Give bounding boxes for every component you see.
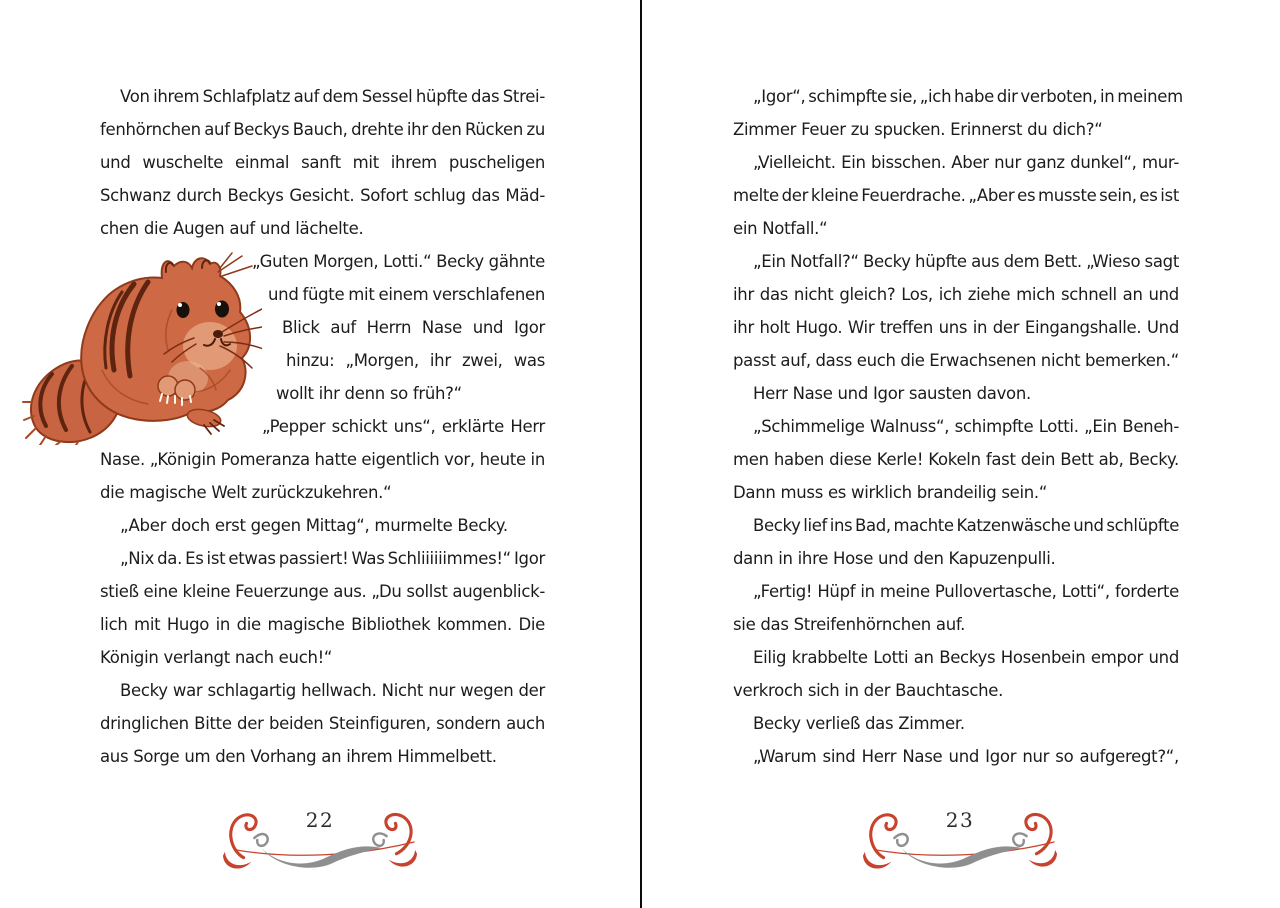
text-line-content: „Ein Notfall?“ Becky hüpfte aus dem Bett. „Wieso sagt: [753, 252, 1179, 271]
text-line-content: dann in ihre Hose und den Kapuzenpulli.: [733, 549, 1056, 568]
text-line: [100, 575, 545, 608]
text-line-content: Eilig krabbelte Lotti an Beckys Hosenbein empor und: [753, 648, 1179, 667]
text-line: [100, 707, 545, 740]
text-line-content: fenhörnchen auf Beckys Bauch, drehte ihr den Rücken zu: [100, 120, 545, 139]
page-right-text: [733, 80, 1183, 773]
text-line-content: „Fertig! Hüpf in meine Pullovertasche, Lotti“, forderte: [753, 582, 1179, 601]
text-line: [753, 377, 1179, 410]
text-line-content: Von ihrem Schlafplatz auf dem Sessel hüpfte das Strei-: [120, 87, 545, 106]
page-number-left: 22: [305, 808, 335, 832]
text-line: [120, 509, 545, 542]
text-line-content: lich mit Hugo in die magische Bibliothek kommen. Die: [100, 615, 545, 634]
text-line: [753, 509, 1179, 542]
page-ornament-right: [862, 806, 1058, 876]
text-line-content: men haben diese Kerle! Kokeln fast dein Bett ab, Becky.: [733, 450, 1179, 469]
text-line: [120, 674, 545, 707]
text-line: [282, 311, 545, 344]
text-line-content: „Pepper schickt uns“, erklärte Herr: [262, 417, 545, 436]
text-line: [753, 80, 1183, 113]
text-line-content: dringlichen Bitte der beiden Steinfiguren, sondern auch: [100, 714, 545, 733]
text-line-content: Blick auf Herrn Nase und Igor: [282, 318, 545, 337]
text-line-content: „Guten Morgen, Lotti.“ Becky gähnte: [252, 252, 545, 271]
text-line: [100, 740, 545, 773]
text-line: [733, 278, 1179, 311]
text-line: [753, 575, 1179, 608]
text-line-content: melte der kleine Feuerdrache. „Aber es musste sein, es ist: [733, 186, 1179, 205]
text-line-content: hinzu: „Morgen, ihr zwei, was: [286, 351, 545, 370]
text-line-content: „Vielleicht. Ein bisschen. Aber nur ganz dunkel“, mur-: [753, 153, 1179, 172]
page-left-text: [100, 80, 545, 773]
text-line: [753, 410, 1179, 443]
page-number-right: 23: [945, 808, 975, 832]
text-line-content: ihr holt Hugo. Wir treffen uns in der Eingangshalle. Und: [733, 318, 1179, 337]
text-line: [100, 113, 545, 146]
text-line: [753, 245, 1179, 278]
text-line-content: und wuschelte einmal sanft mit ihrem puscheligen: [100, 153, 545, 172]
text-line-content: Königin verlangt nach euch!“: [100, 648, 333, 667]
text-line-content: „Igor“, schimpfte sie, „ich habe dir verboten, in meinem: [753, 87, 1183, 106]
text-line: [100, 179, 545, 212]
text-line: [733, 476, 1179, 509]
text-line: [733, 113, 1179, 146]
text-line: [733, 542, 1179, 575]
text-line-content: Becky verließ das Zimmer.: [753, 714, 965, 733]
text-line: [753, 740, 1179, 773]
text-line: [100, 641, 545, 674]
text-line: [753, 146, 1179, 179]
text-line-content: wollt ihr denn so früh?“: [276, 384, 462, 403]
text-line: [286, 344, 545, 377]
text-line-content: Nase. „Königin Pomeranza hatte eigentlich vor, heute in: [100, 450, 545, 469]
text-line: [100, 476, 545, 509]
text-line-content: und fügte mit einem verschlafenen: [268, 285, 545, 304]
text-line-content: die magische Welt zurückzukehren.“: [100, 483, 392, 502]
text-line-content: Schwanz durch Beckys Gesicht. Sofort schlug das Mäd-: [100, 186, 545, 205]
text-line: [120, 542, 545, 575]
text-line: [733, 608, 1179, 641]
text-line: [276, 377, 545, 410]
text-line-content: „Nix da. Es ist etwas passiert! Was Schliiiiiimmes!“ Igor: [120, 549, 545, 568]
text-line: [100, 212, 545, 245]
page-divider: [640, 0, 642, 908]
text-line-content: Becky lief ins Bad, machte Katzenwäsche und schlüpfte: [753, 516, 1180, 535]
text-line-content: verkroch sich in der Bauchtasche.: [733, 681, 1004, 700]
text-line-content: ein Notfall.“: [733, 219, 828, 238]
text-line-content: aus Sorge um den Vorhang an ihrem Himmelbett.: [100, 747, 497, 766]
text-line: [753, 707, 1179, 740]
page-ornament-left: [222, 806, 418, 876]
text-line-content: „Schimmelige Walnuss“, schimpfte Lotti. „Ein Beneh-: [753, 417, 1179, 436]
text-line: [733, 344, 1179, 377]
text-line-content: Dann muss es wirklich brandeilig sein.“: [733, 483, 1048, 502]
text-line: [733, 674, 1179, 707]
text-line-content: „Aber doch erst gegen Mittag“, murmelte Becky.: [120, 516, 508, 535]
text-line-content: sie das Streifenhörnchen auf.: [733, 615, 966, 634]
text-line-content: Herr Nase und Igor sausten davon.: [753, 384, 1031, 403]
text-line: [100, 443, 545, 476]
text-line-content: passt auf, dass euch die Erwachsenen nicht bemerken.“: [733, 351, 1179, 370]
text-line: [733, 443, 1179, 476]
text-line: [262, 410, 545, 443]
text-line-content: ihr das nicht gleich? Los, ich ziehe mich schnell an und: [733, 285, 1179, 304]
text-line: [100, 608, 545, 641]
text-line-content: Becky war schlagartig hellwach. Nicht nur wegen der: [120, 681, 545, 700]
text-line: [252, 245, 545, 278]
text-line: [268, 278, 545, 311]
text-line-content: „Warum sind Herr Nase und Igor nur so aufgeregt?“,: [753, 747, 1179, 766]
text-line: [733, 311, 1179, 344]
text-line: [733, 212, 1179, 245]
text-line-content: stieß eine kleine Feuerzunge aus. „Du sollst augenblick-: [100, 582, 545, 601]
text-line: [733, 179, 1179, 212]
text-line-content: Zimmer Feuer zu spucken. Erinnerst du dich?“: [733, 120, 1103, 139]
text-line-content: chen die Augen auf und lächelte.: [100, 219, 364, 238]
text-line: [753, 641, 1179, 674]
text-line: [100, 146, 545, 179]
text-line: [120, 80, 545, 113]
